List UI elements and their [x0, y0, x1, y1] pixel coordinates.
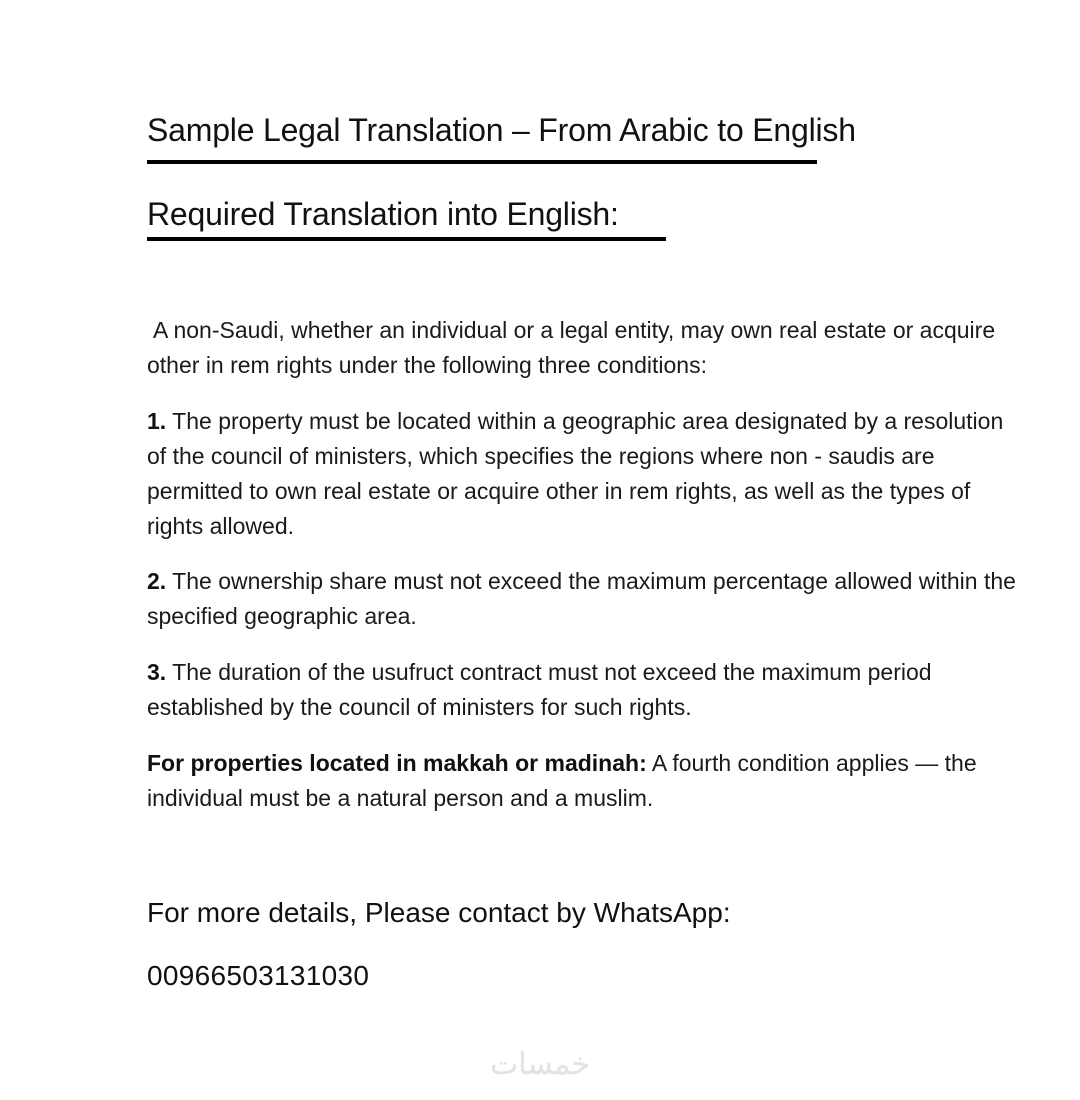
intro-paragraph: A non-Saudi, whether an individual or a legal entity, may own real estate or acquire other in rem rights under the following three conditions:: [147, 317, 996, 378]
special-condition-lead: For properties located in makkah or madinah:: [147, 750, 647, 776]
condition-1: [147, 404, 1017, 544]
document-subtitle: Required Translation into English:: [147, 196, 619, 232]
condition-2: [147, 564, 1017, 634]
subtitle-underline: [147, 237, 666, 241]
document-title: Sample Legal Translation – From Arabic to English: [147, 112, 856, 148]
special-condition: [147, 746, 1017, 816]
contact-heading: For more details, Please contact by WhatsApp:: [147, 897, 731, 928]
title-underline: [147, 160, 817, 164]
condition-2-text: The ownership share must not exceed the maximum percentage allowed within the specified geographic area.: [147, 568, 1016, 629]
condition-1-text: The property must be located within a geographic area designated by a resolution of the council of ministers, which specifies the regions where non - saudis are permitted to own real estate or acquire other in rem rights, as well as the types of rights allowed.: [147, 408, 1004, 539]
svg-text:خمسات: خمسات: [489, 1047, 591, 1082]
whatsapp-phone-number: 00966503131030: [147, 960, 370, 991]
khamsat-watermark-logo: [470, 1040, 610, 1086]
special-condition-text: A fourth condition applies — the individual must be a natural person and a muslim.: [147, 750, 977, 811]
condition-2-number: 2.: [147, 568, 167, 594]
condition-3-number: 3.: [147, 659, 167, 685]
condition-3-text: The duration of the usufruct contract must not exceed the maximum period established by the council of ministers for such rights.: [147, 659, 932, 720]
condition-3: [147, 655, 1017, 725]
condition-1-number: 1.: [147, 408, 167, 434]
